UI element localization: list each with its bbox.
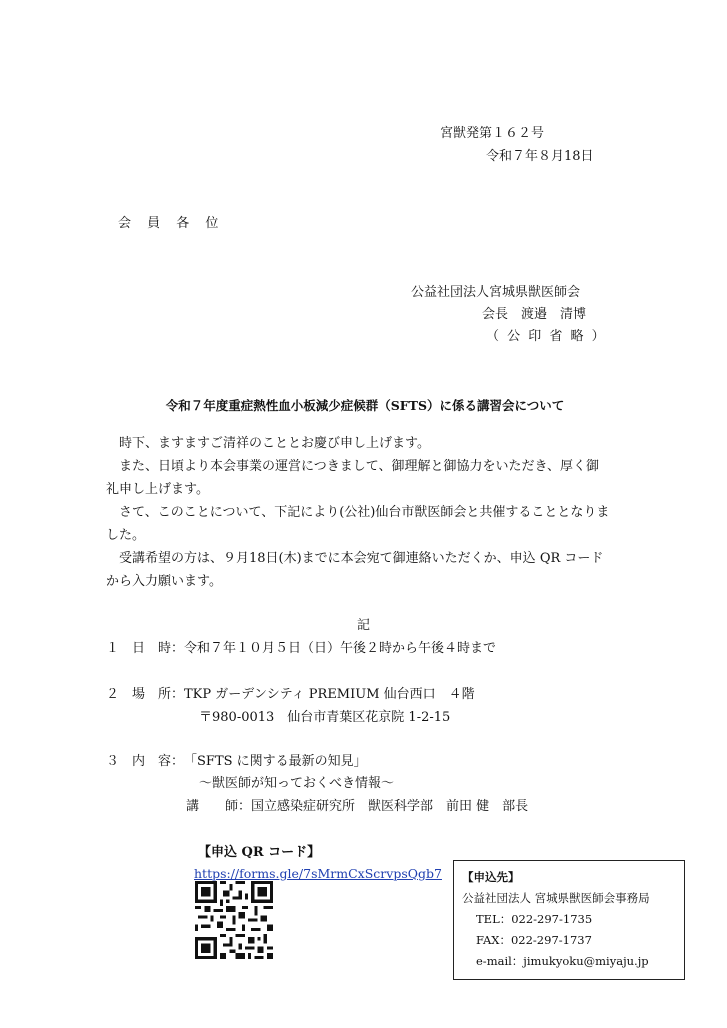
item-lecturer-value: 国立感染症研究所 獣医科学部 前田 健 部長 <box>251 799 529 814</box>
item-content-value: 「SFTS に関する最新の知見」 <box>184 754 367 769</box>
qr-code-image[interactable] <box>195 881 273 959</box>
qr-heading: 【申込 QR コード】 <box>198 845 321 860</box>
item-place <box>106 687 475 703</box>
contact-fax: FAX：022-297-1737 <box>476 933 592 947</box>
item-content <box>106 754 367 770</box>
item-place-address: 〒980-0013 仙台市青葉区花京院 1-2-15 <box>199 710 451 725</box>
contact-tel: TEL：022-297-1735 <box>476 912 593 926</box>
item-date <box>106 641 496 657</box>
sender-president: 会長 渡邉 清博 <box>482 307 587 322</box>
body-text <box>106 432 628 593</box>
item-content-label: ３ 内 容： <box>106 754 185 769</box>
item-place-value: TKP ガーデンシティ PREMIUM 仙台西口 ４階 <box>184 687 475 702</box>
body-line: した。 <box>106 528 146 543</box>
ki-marker: 記 <box>357 618 371 633</box>
seal-omitted-note: （ 公 印 省 略 ） <box>486 329 607 344</box>
contact-organization: 公益社団法人 宮城県獣医師会事務局 <box>462 891 650 905</box>
item-date-label: １ 日 時： <box>106 641 185 656</box>
sender-organization: 公益社団法人宮城県獣医師会 <box>411 285 581 300</box>
body-line: から入力願います。 <box>106 574 222 589</box>
item-lecturer-label: 講 師： <box>186 799 252 814</box>
addressee: 会 員 各 位 <box>118 216 225 231</box>
document-date: 令和７年８月18日 <box>486 149 594 164</box>
item-lecturer <box>186 799 528 815</box>
page-title: 令和７年度重症熱性血小板減少症候群（SFTS）に係る講習会について <box>165 398 565 413</box>
application-form-link[interactable]: https://forms.gle/7sMrmCxScrvpsQgb7 <box>194 866 442 881</box>
body-line: さて、このことについて、下記により(公社)仙台市獣医師会と共催することとなりま <box>119 505 610 520</box>
item-place-label: ２ 場 所： <box>106 687 185 702</box>
item-content-sub: ～獣医師が知っておくべき情報～ <box>199 776 395 791</box>
body-line: 時下、ますますご清祥のこととお慶び申し上げます。 <box>119 436 430 451</box>
body-line: また、日頃より本会事業の運営につきまして、御理解と御協力をいただき、厚く御 <box>119 459 599 474</box>
contact-box <box>453 860 685 980</box>
contact-heading: 【申込先】 <box>462 870 520 884</box>
document-number: 宮獣発第１６２号 <box>440 126 545 141</box>
body-line: 礼申し上げます。 <box>106 482 209 497</box>
contact-email[interactable]: e-mail：jimukyoku@miyaju.jp <box>476 954 649 968</box>
item-date-value: 令和７年１０月５日（日）午後２時から午後４時まで <box>184 641 497 656</box>
body-line: 受講希望の方は、９月18日(木)までに本会宛て御連絡いただくか、申込 QR コード <box>119 551 604 566</box>
